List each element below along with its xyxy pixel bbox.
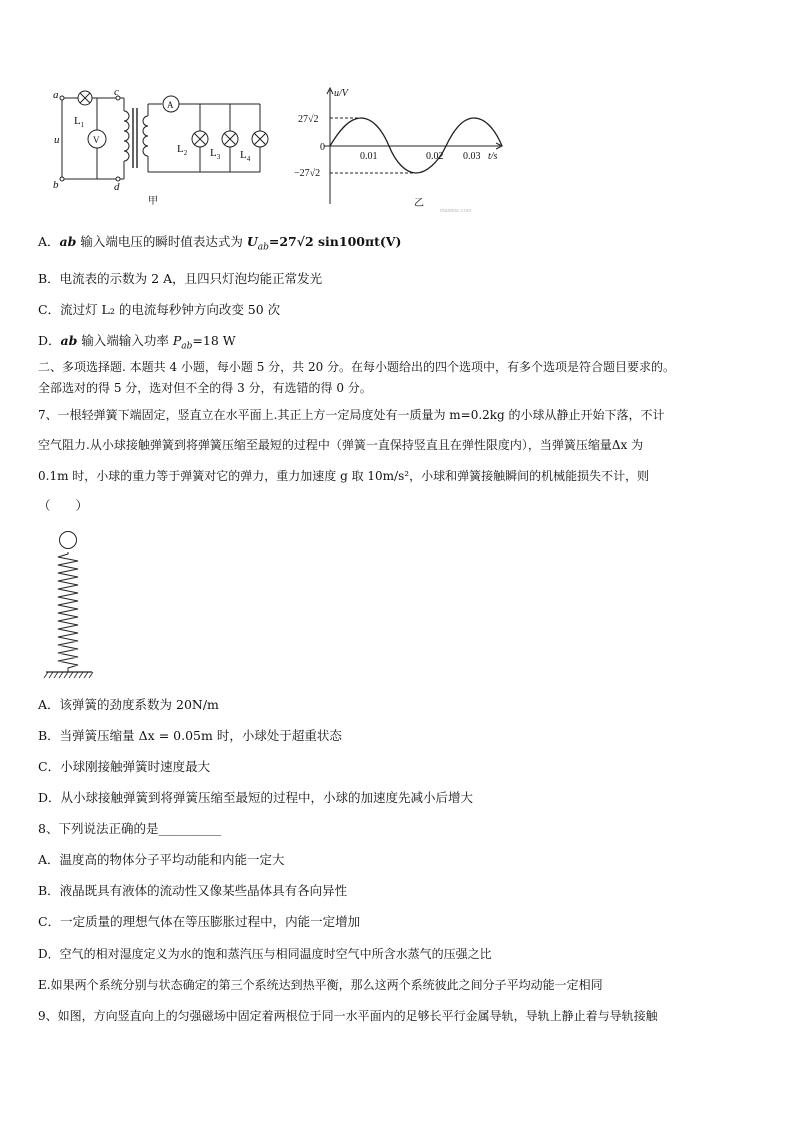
section2-heading-line2: 全部选对的得 5 分，选对但不全的得 3 分，有选错的得 0 分。 [38, 381, 372, 395]
graph-tick-002: 0.02 [426, 151, 444, 162]
q7-stem-line3: 0.1m 时，小球的重力等于弹簧对它的弹力，重力加速度 g 取 10m/s²，小球和弹簧接触瞬间的机械能损失不计，则 [38, 469, 650, 483]
q9-stem-line1: 9、如图，方向竖直向上的匀强磁场中固定着两根位于同一水平面内的足够长平行金属导轨，导轨上静止着与导轨接触 [38, 1009, 658, 1023]
q7-stem-line1: 7、一根轻弹簧下端固定，竖直立在水平面上.其正上方一定局度处有一质量为 m=0.2kg 的小球从静止开始下落，不计 [38, 408, 665, 422]
lamp-l3-label: $L_3$ [210, 147, 221, 161]
q6-option-d-p: P [172, 333, 182, 348]
lamp-l2-label: $L_2$ [177, 143, 188, 157]
q8-option-e: E.如果两个系统分别与状态确定的第三个系统达到热平衡，那么这两个系统彼此之间分子平均动能一定相同 [38, 978, 603, 992]
terminal-d-label: d [114, 181, 120, 193]
q6-option-a-sub: ab [257, 242, 269, 253]
terminal-c-label: c [114, 86, 119, 98]
q7-option-b: B．当弹簧压缩量 Δx = 0.05m 时，小球处于超重状态 [38, 728, 342, 743]
q6-option-d-prefix: D． [38, 333, 61, 348]
ammeter-label: A [167, 100, 174, 110]
q8-option-d: D．空气的相对湿度定义为水的饱和蒸汽压与相同温度时空气中所含水蒸气的压强之比 [38, 947, 492, 961]
q6-option-d-text: 输入端输入功率 [77, 333, 173, 348]
q8-option-c: C．一定质量的理想气体在等压膨胀过程中，内能一定增加 [38, 914, 361, 929]
q7-option-d: D．从小球接触弹簧到将弹簧压缩至最短的过程中，小球的加速度先减小后增大 [38, 790, 474, 805]
lamp-l1-label: $L_1$ [74, 115, 85, 129]
voltage-u-label: u [54, 134, 60, 146]
watermark: mantesc.com [440, 208, 472, 214]
terminal-a-label: a [53, 89, 59, 101]
q6-option-a-text: 输入端电压的瞬时值表达式为 [76, 234, 247, 249]
q6-option-a [38, 234, 401, 256]
graph-tick-001: 0.01 [360, 151, 378, 162]
q8-stem: 8、下列说法正确的是__________ [38, 821, 221, 836]
q7-stem-line2: 空气阻力.从小球接触弹簧到将弹簧压缩至最短的过程中（弹簧一直保持竖直且在弹性限度内），当弹簧压缩量Δx 为 [38, 438, 644, 452]
q6-option-a-formula: =27√2 sin100πt(V) [268, 234, 402, 249]
figure-caption-yi: 乙 [414, 198, 424, 209]
terminal-b-label: b [53, 179, 59, 191]
section2-heading-line1: 二、多项选择题. 本题共 4 小题，每小题 5 分，共 20 分。在每小题给出的四个选项中，有多个选项是符合题目要求的。 [38, 360, 676, 374]
q8-option-a: A．温度高的物体分子平均动能和内能一定大 [38, 852, 285, 867]
q6-option-a-prefix: A． [38, 234, 60, 249]
ball [60, 532, 77, 549]
q6-option-a-u: U [246, 234, 258, 249]
graph-ymax-label: 27√2 [298, 114, 319, 125]
voltmeter-label: V [93, 135, 100, 145]
spring-figure [40, 528, 100, 683]
spring [58, 552, 78, 672]
graph-ymin-label: −27√2 [294, 168, 321, 179]
q6-option-d-ab: ab [60, 333, 78, 348]
q7-option-c: C．小球刚接触弹簧时速度最大 [38, 759, 211, 774]
figure-caption-jia: 甲 [148, 196, 158, 206]
q6-option-b: B．电流表的示数为 2 A，且四只灯泡均能正常发光 [38, 271, 323, 286]
voltage-graph [290, 84, 520, 214]
graph-ylabel: u/V [334, 88, 348, 99]
q7-option-a: A．该弹簧的劲度系数为 20N/m [38, 697, 219, 712]
circuit-diagram [50, 86, 280, 206]
q7-answer-bracket: （ ） [38, 498, 89, 513]
graph-xlabel: t/s [488, 151, 498, 162]
q6-option-c: C．流过灯 L₂ 的电流每秒钟方向改变 50 次 [38, 302, 281, 317]
q8-option-b: B．液晶既具有液体的流动性又像某些晶体具有各向异性 [38, 883, 348, 898]
graph-zero-label: 0 [320, 142, 325, 153]
q6-option-d [38, 333, 236, 355]
q6-option-d-sub: ab [181, 341, 193, 352]
graph-tick-003: 0.03 [463, 151, 481, 162]
q6-option-d-rest: =18 W [192, 333, 236, 348]
lamp-l4-label: $L_4$ [240, 149, 251, 163]
q6-option-a-ab: ab [59, 234, 77, 249]
